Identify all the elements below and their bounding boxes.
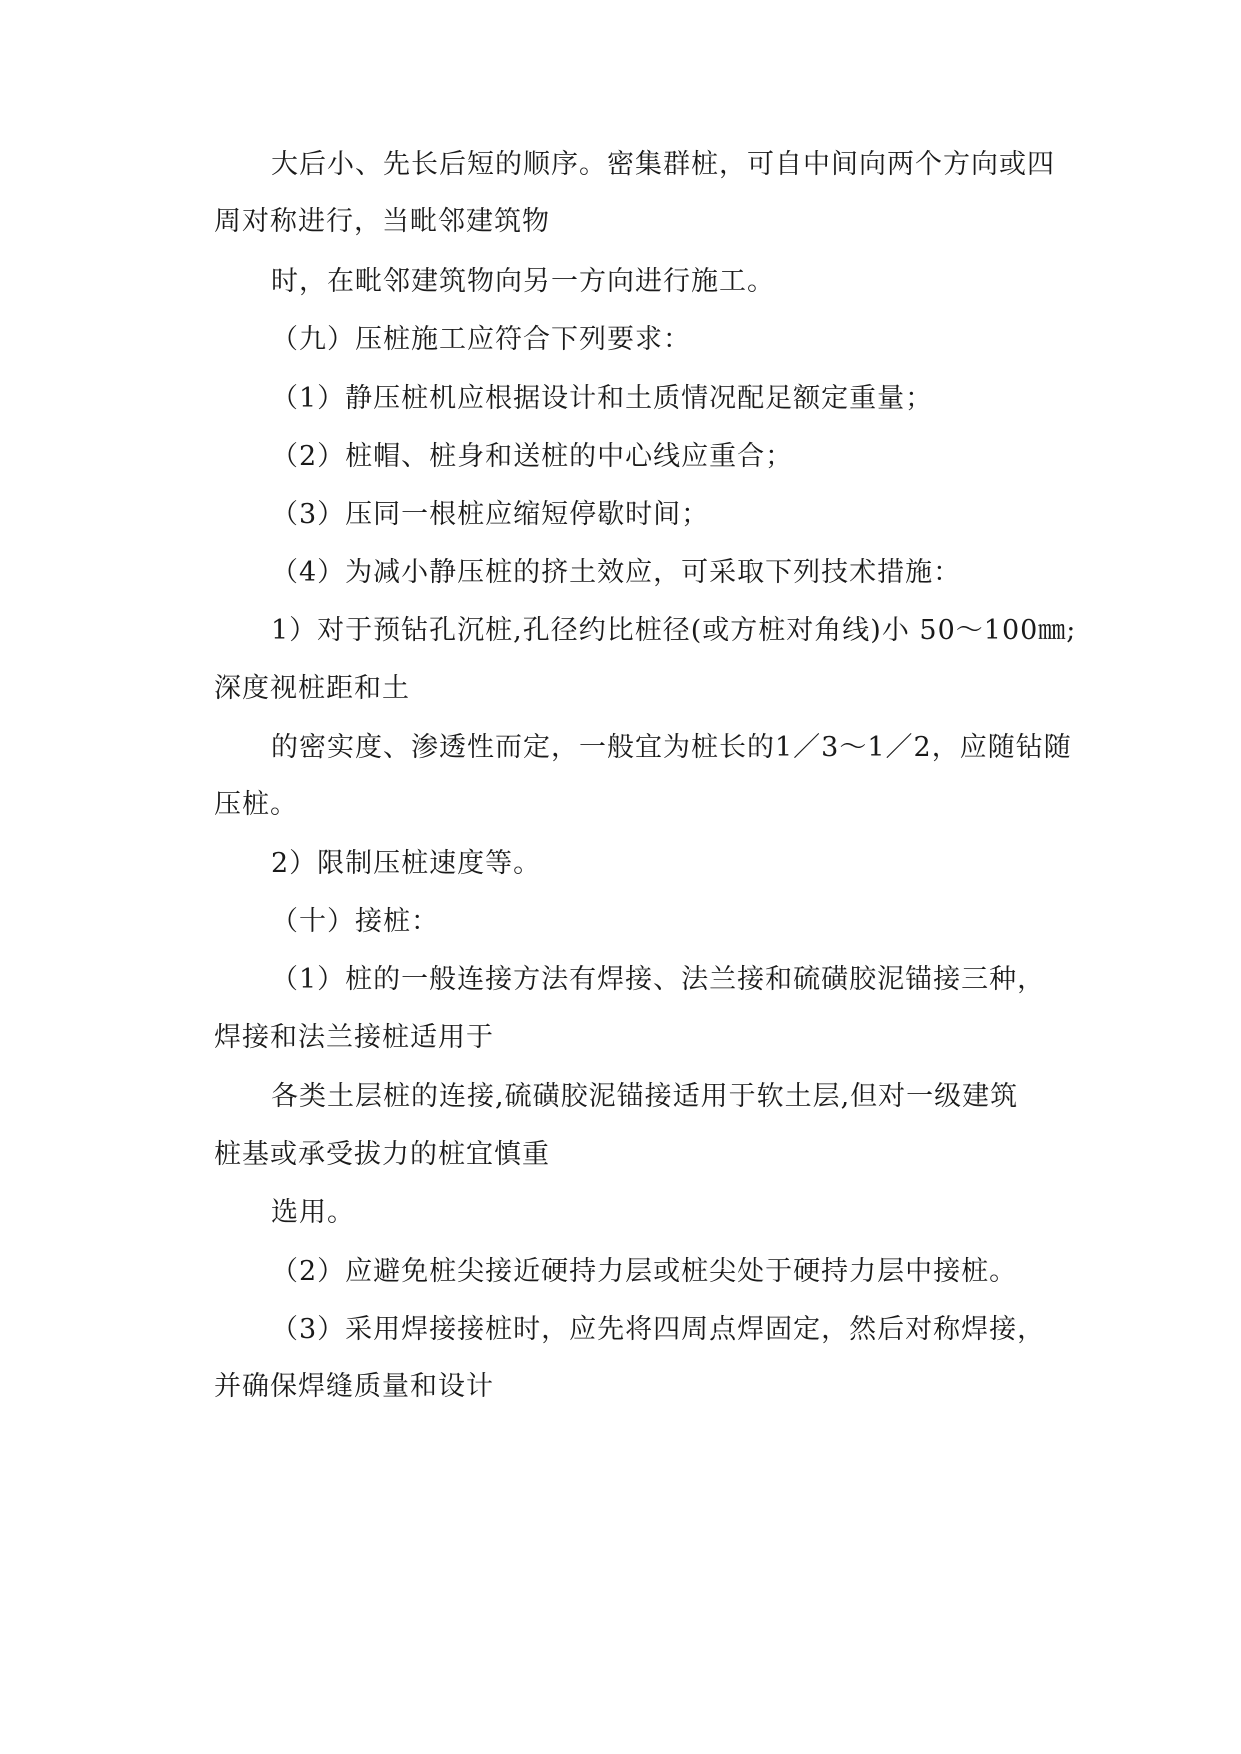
text-line: 时，在毗邻建筑物向另一方向进行施工。 [271,266,775,297]
text-line: 2）限制压桩速度等。 [271,848,542,879]
text-line: （3）采用焊接接桩时，应先将四周点焊固定，然后对称焊接， [271,1314,1046,1345]
text-line: 桩基或承受拔力的桩宜慎重 [214,1139,550,1170]
section-heading: （九）压桩施工应符合下列要求： [271,324,691,355]
text-line: （4）为减小静压桩的挤土效应，可采取下列技术措施： [271,557,962,588]
text-line: 并确保焊缝质量和设计 [214,1371,494,1402]
text-line: 选用。 [271,1197,355,1228]
text-line: （2）桩帽、桩身和送桩的中心线应重合； [271,441,794,472]
text-line: 周对称进行，当毗邻建筑物 [214,206,550,237]
text-line: 深度视桩距和土 [214,673,410,704]
text-line: 焊接和法兰接桩适用于 [214,1022,494,1053]
text-line: （1）桩的一般连接方法有焊接、法兰接和硫磺胶泥锚接三种， [271,964,1046,995]
text-line: （3）压同一根桩应缩短停歇时间； [271,499,710,530]
text-line: 的密实度、渗透性而定，一般宜为桩长的1／3～1／2，应随钻随 [271,732,1072,763]
text-line: 1）对于预钻孔沉桩,孔径约比桩径(或方桩对角线)小 50～100㎜; [271,615,1077,646]
text-line: （2）应避免桩尖接近硬持力层或桩尖处于硬持力层中接桩。 [271,1256,1018,1287]
text-line: 各类土层桩的连接,硫磺胶泥锚接适用于软土层,但对一级建筑 [271,1081,1019,1112]
section-heading: （十）接桩： [271,906,439,937]
text-line: （1）静压桩机应根据设计和土质情况配足额定重量； [271,383,934,414]
text-line: 压桩。 [214,789,298,820]
text-line: 大后小、先长后短的顺序。密集群桩，可自中间向两个方向或四 [271,149,1055,180]
